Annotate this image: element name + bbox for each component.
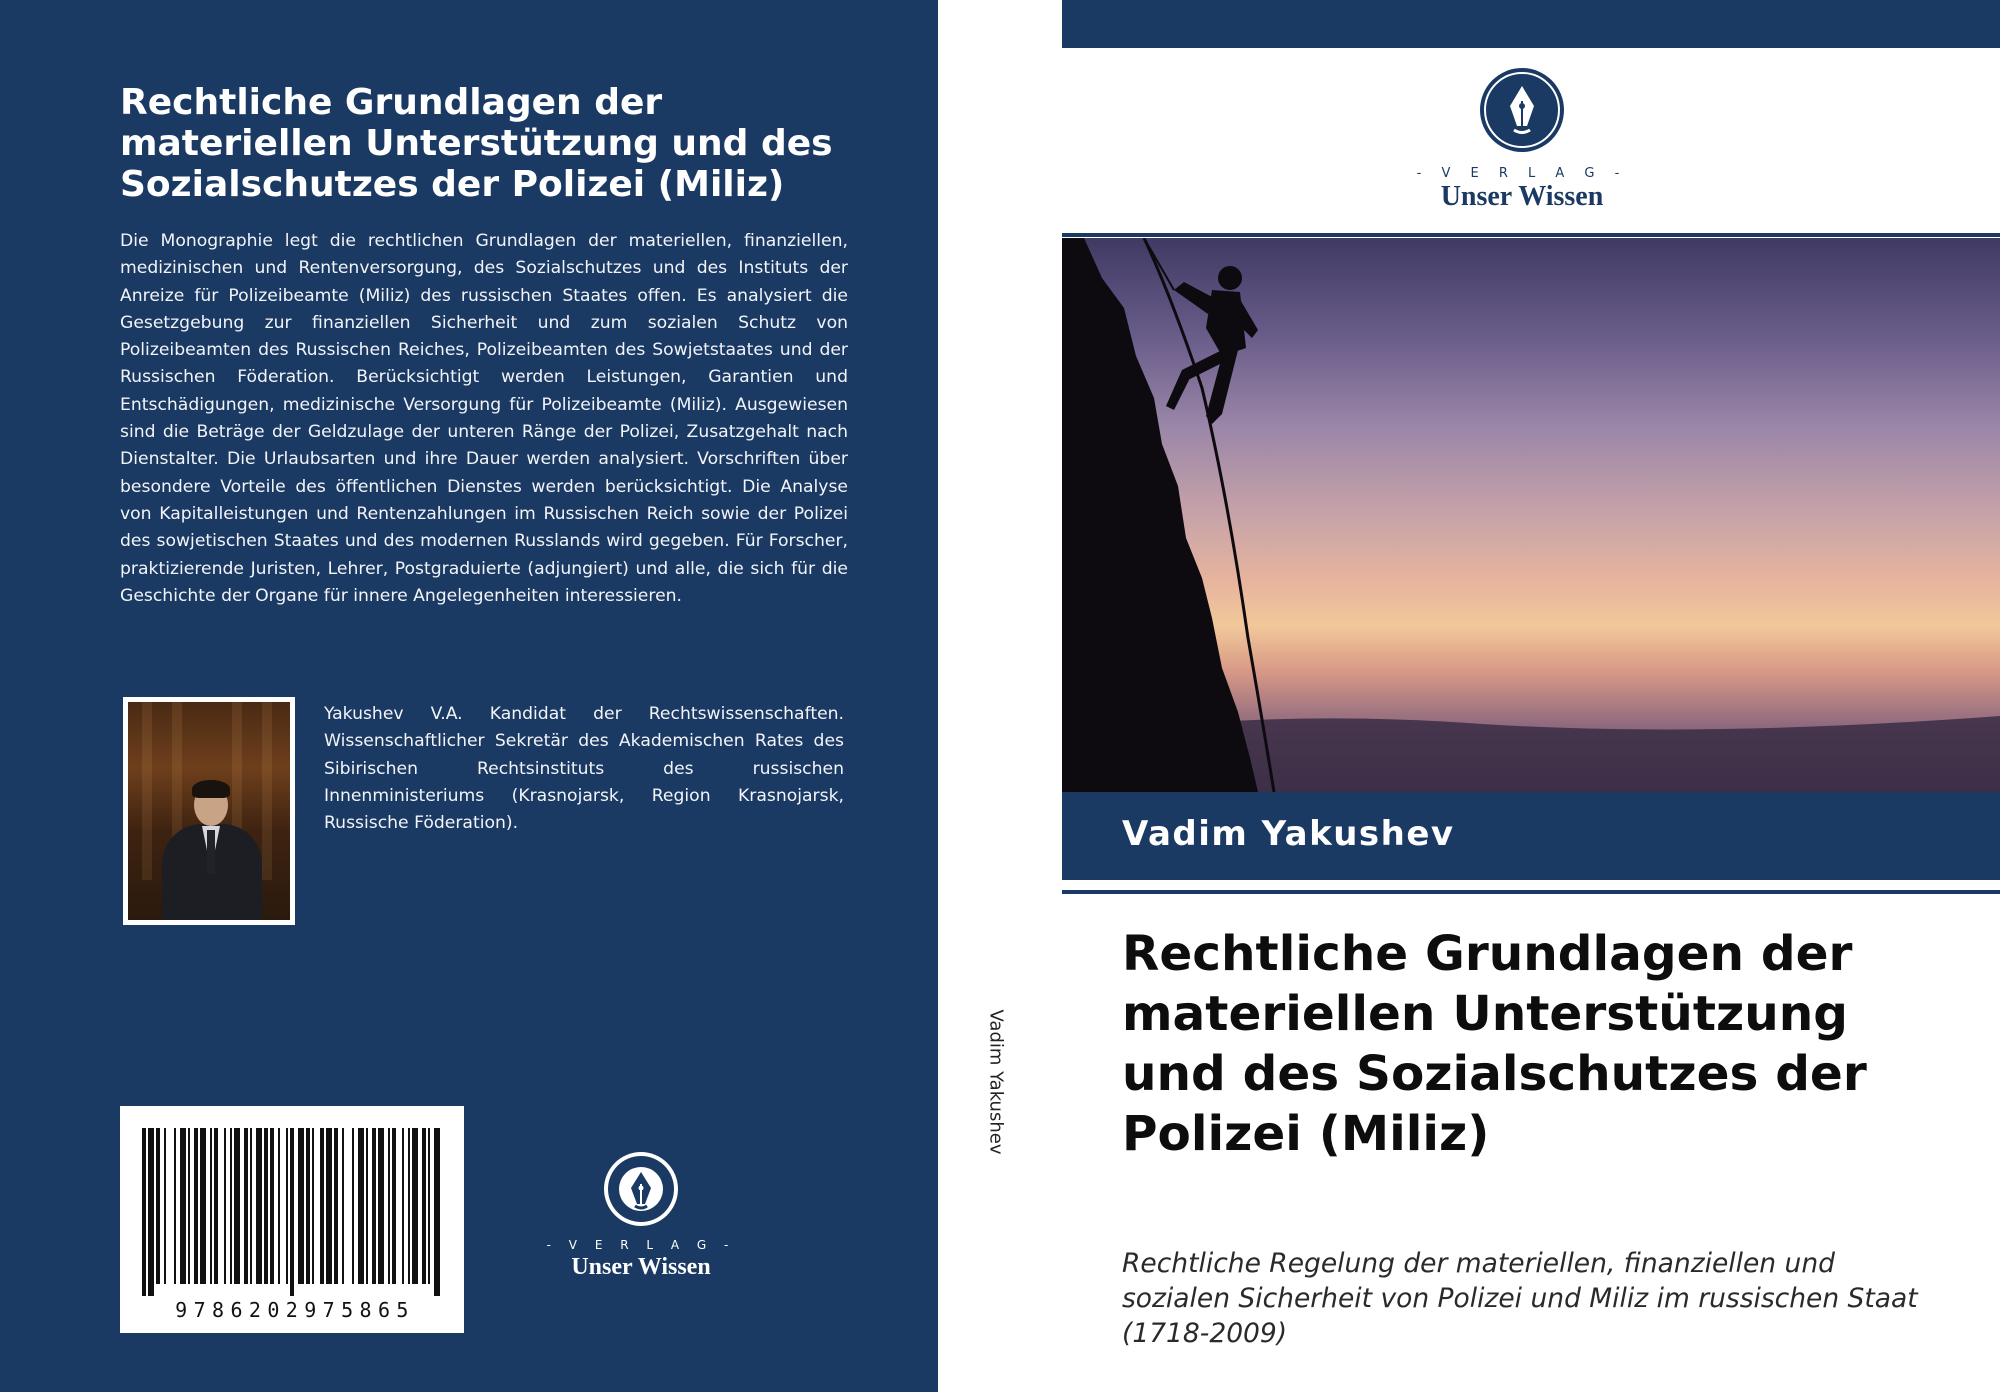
front-logo-verlag: - V E R L A G - (1416, 166, 1628, 181)
front-logo-name: Unser Wissen (1440, 181, 1604, 212)
cover-photo-climber (1062, 238, 2000, 792)
author-band (1062, 792, 2000, 880)
fountain-pen-nib-icon (1478, 66, 1566, 154)
back-cover-blurb: Die Monographie legt die rechtlichen Grundlagen der materiellen, finanziellen, medizinischen und Rentenversorgung, des Sozialschutzes und des Instituts der Anreize für Polizeibeamte (Miliz) des russischen Staates offen. Es analysiert die Gesetzgebung zur finanziellen Sicherheit und zum sozialen Schutz von Polizeibeamten des Russischen Reiches, Polizeibeamten des Sowjetstaates und der Russischen Föderation. Berücksichtigt werden Leistungen, Garantien und Entschädigungen, medizinische Versorgung für Polizeibeamte (Miliz). Ausgewiesen sind die Beträge der Geldzulage der unteren Ränge der Polizei, Zusatzgehalt nach Dienstalter. Die Urlaubsarten und ihre Dauer werden analysiert. Vorschriften über besondere Vorteile des öffentlichen Dienstes werden berücksichtigt. Die Analyse von Kapitalleistungen und Rentenzahlungen im Russischen Reich sowie der Polizei des sowjetischen Staates und des modernen Russlands wird gegeben. Für Forscher, praktizierende Juristen, Lehrer, Postgraduierte (adjungiert) und alle, die sich für die Geschichte der Organe für innere Angelegenheiten interessieren. (120, 231, 848, 606)
front-publisher-logo (1412, 66, 1632, 213)
front-cover-subtitle: Rechtliche Regelung der materiellen, finanziellen und sozialen Sicherheit von Polizei und Miliz im russischen Staat (1718-2009) (1122, 1248, 1918, 1349)
back-cover-title: Rechtliche Grundlagen der materiellen Unterstützung und des Sozialschutzes der Polizei (Miliz) (120, 82, 833, 205)
author-bio: Yakushev V.A. Kandidat der Rechtswissenschaften. Wissenschaftlicher Sekretär des Akademischen Rates des Sibirischen Rechtsinstituts des russischen Innenministeriums (Krasnojarsk, Region Krasnojarsk, Russische Föderation). (324, 704, 844, 834)
spine (938, 0, 1062, 1392)
front-author-name: Vadim Yakushev (1122, 814, 1455, 854)
isbn-digits: 9786202975865 (175, 1298, 415, 1322)
back-cover (0, 0, 938, 1392)
back-logo-name: Unser Wissen (571, 1254, 711, 1280)
author-photo (123, 697, 295, 925)
back-logo-verlag: - V E R L A G - (546, 1238, 736, 1252)
divider-line (1062, 890, 2000, 894)
front-top-band (1062, 0, 2000, 48)
front-cover-title: Rechtliche Grundlagen der materiellen Unterstützung und des Sozialschutzes der Polizei (Miliz) (1122, 926, 1867, 1162)
barcode-bars (140, 1128, 444, 1296)
fountain-pen-nib-icon (602, 1150, 680, 1228)
divider-line (1062, 233, 2000, 237)
isbn-barcode (120, 1106, 464, 1333)
climber-silhouette (1062, 238, 2000, 792)
back-publisher-logo (540, 1150, 742, 1281)
spine-author: Vadim Yakushev (985, 1009, 1007, 1155)
